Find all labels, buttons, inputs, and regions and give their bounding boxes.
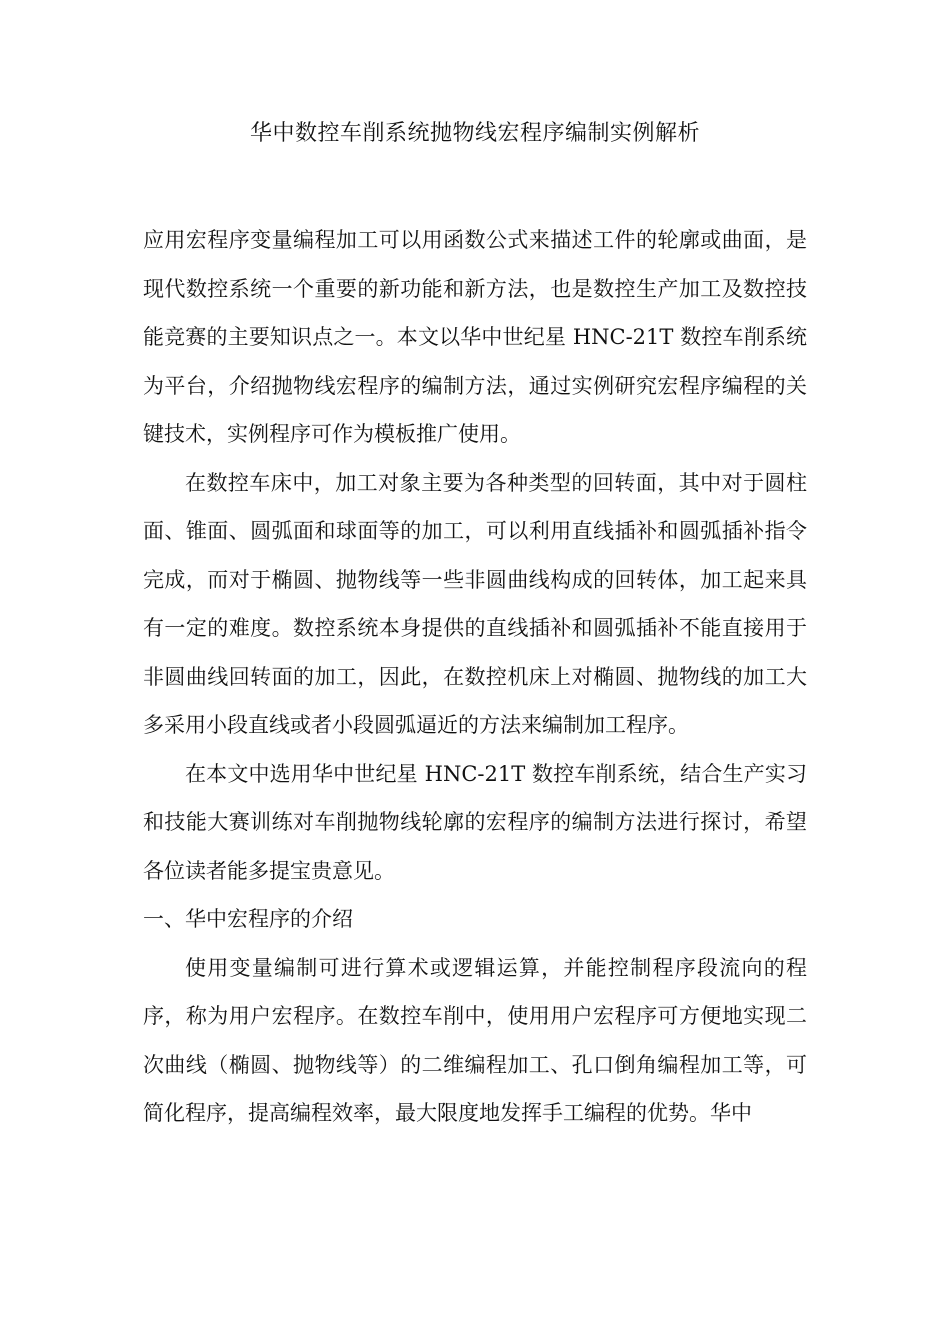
section-heading: 一、华中宏程序的介绍	[143, 907, 353, 931]
document-title: 华中数控车削系统抛物线宏程序编制实例解析	[249, 121, 700, 146]
paragraph-macro-intro: 使用变量编制可进行算术或逻辑运算，并能控制程序段流向的程序，称为用户宏程序。在数控车削中，使用用户宏程序可方便地实现二次曲线（椭圆、抛物线等）的二维编程加工、孔口倒角编程加工等，可简化程序，提高编程效率，最大限度地发挥手工编程的优势。华中	[143, 955, 807, 1125]
paragraph-system-selection: 在本文中选用华中世纪星 HNC-21T 数控车削系统，结合生产实习和技能大赛训练对车削抛物线轮廓的宏程序的编制方法进行探讨，希望各位读者能多提宝贵意见。	[143, 761, 807, 883]
paragraph-intro: 应用宏程序变量编程加工可以用函数公式来描述工件的轮廓或曲面，是现代数控系统一个重要的新功能和新方法，也是数控生产加工及数控技能竞赛的主要知识点之一。本文以华中世纪星 HNC-21T 数控车削系统为平台，介绍抛物线宏程序的编制方法，通过实例研究宏程序编程的关键技术，实例程序可作为模板推广使用。	[143, 228, 807, 446]
document-body	[143, 216, 807, 1138]
paragraph-lathe-processing: 在数控车床中，加工对象主要为各种类型的回转面，其中对于圆柱面、锥面、圆弧面和球面等的加工，可以利用直线插补和圆弧插补指令完成，而对于椭圆、抛物线等一些非圆曲线构成的回转体，加工起来具有一定的难度。数控系统本身提供的直线插补和圆弧插补不能直接用于非圆曲线回转面的加工，因此，在数控机床上对椭圆、抛物线的加工大多采用小段直线或者小段圆弧逼近的方法来编制加工程序。	[143, 470, 807, 737]
